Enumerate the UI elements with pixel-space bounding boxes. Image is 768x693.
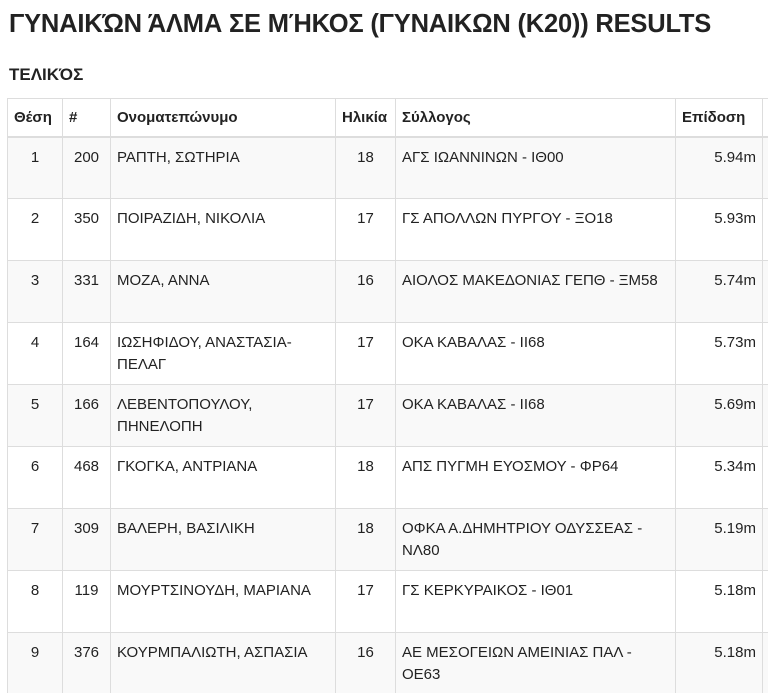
header-performance[interactable]: Επίδοση <box>676 99 763 137</box>
cell-performance: 5.18m <box>676 633 763 693</box>
cell-club: ΑΠΣ ΠΥΓΜΗ ΕΥΟΣΜΟΥ - ΦΡ64 <box>396 447 676 509</box>
cell-name: ΛΕΒΕΝΤΟΠΟΥΛΟΥ, ΠΗΝΕΛΟΠΗ <box>111 385 336 447</box>
header-extra <box>763 99 768 137</box>
cell-performance: 5.93m <box>676 199 763 261</box>
results-table <box>7 98 768 693</box>
table-row <box>8 571 768 633</box>
cell-extra <box>763 633 768 693</box>
cell-bib: 309 <box>63 509 111 571</box>
cell-performance: 5.19m <box>676 509 763 571</box>
cell-position: 2 <box>8 199 63 261</box>
cell-age: 17 <box>336 571 396 633</box>
cell-club: ΟΦΚΑ Α.ΔΗΜΗΤΡΙΟΥ ΟΔΥΣΣΕΑΣ - ΝΛ80 <box>396 509 676 571</box>
header-age[interactable]: Ηλικία <box>336 99 396 137</box>
cell-club: ΟΚΑ ΚΑΒΑΛΑΣ - ΙΙ68 <box>396 385 676 447</box>
cell-performance: 5.73m <box>676 323 763 385</box>
cell-bib: 331 <box>63 261 111 323</box>
cell-extra <box>763 509 768 571</box>
cell-age: 16 <box>336 633 396 693</box>
cell-extra <box>763 447 768 509</box>
cell-club: ΓΣ ΚΕΡΚΥΡΑΙΚΟΣ - ΙΘ01 <box>396 571 676 633</box>
cell-performance: 5.74m <box>676 261 763 323</box>
cell-bib: 350 <box>63 199 111 261</box>
cell-age: 18 <box>336 447 396 509</box>
cell-club: ΓΣ ΑΠΟΛΛΩΝ ΠΥΡΓΟΥ - ΞΟ18 <box>396 199 676 261</box>
table-row <box>8 261 768 323</box>
cell-name: ΡΑΠΤΗ, ΣΩΤΗΡΙΑ <box>111 137 336 199</box>
table-row <box>8 633 768 693</box>
cell-position: 3 <box>8 261 63 323</box>
cell-extra <box>763 199 768 261</box>
cell-extra <box>763 385 768 447</box>
cell-bib: 468 <box>63 447 111 509</box>
cell-performance: 5.34m <box>676 447 763 509</box>
cell-bib: 166 <box>63 385 111 447</box>
cell-extra <box>763 323 768 385</box>
cell-performance: 5.18m <box>676 571 763 633</box>
cell-name: ΜΟΥΡΤΣΙΝΟΥΔΗ, ΜΑΡΙΑΝΑ <box>111 571 336 633</box>
cell-club: ΑΙΟΛΟΣ ΜΑΚΕΔΟΝΙΑΣ ΓΕΠΘ - ΞΜ58 <box>396 261 676 323</box>
section-title: ΤΕΛΙΚΌΣ <box>9 65 84 84</box>
cell-position: 7 <box>8 509 63 571</box>
cell-club: ΑΓΣ ΙΩΑΝΝΙΝΩΝ - ΙΘ00 <box>396 137 676 199</box>
cell-name: ΒΑΛΕΡΗ, ΒΑΣΙΛΙΚΗ <box>111 509 336 571</box>
table-row <box>8 509 768 571</box>
header-bib[interactable]: # <box>63 99 111 137</box>
cell-name: ΚΟΥΡΜΠΑΛΙΩΤΗ, ΑΣΠΑΣΙΑ <box>111 633 336 693</box>
cell-age: 18 <box>336 137 396 199</box>
cell-bib: 376 <box>63 633 111 693</box>
cell-performance: 5.69m <box>676 385 763 447</box>
cell-age: 17 <box>336 385 396 447</box>
cell-position: 4 <box>8 323 63 385</box>
cell-club: ΑΕ ΜΕΣΟΓΕΙΩΝ ΑΜΕΙΝΙΑΣ ΠΑΛ - ΟΕ63 <box>396 633 676 693</box>
cell-bib: 164 <box>63 323 111 385</box>
cell-position: 6 <box>8 447 63 509</box>
cell-performance: 5.94m <box>676 137 763 199</box>
cell-bib: 119 <box>63 571 111 633</box>
page-title: ΓΥΝΑΙΚΏΝ ΆΛΜΑ ΣΕ ΜΉΚΟΣ (ΓΥΝΑΙΚΩΝ (Κ20)) RESULTS <box>9 10 712 38</box>
cell-position: 9 <box>8 633 63 693</box>
cell-club: ΟΚΑ ΚΑΒΑΛΑΣ - ΙΙ68 <box>396 323 676 385</box>
cell-position: 5 <box>8 385 63 447</box>
cell-age: 18 <box>336 509 396 571</box>
cell-extra <box>763 137 768 199</box>
cell-age: 17 <box>336 199 396 261</box>
cell-name: ΜΟΖΑ, ΑΝΝΑ <box>111 261 336 323</box>
header-position[interactable]: Θέση <box>8 99 63 137</box>
header-club[interactable]: Σύλλογος <box>396 99 676 137</box>
cell-name: ΓΚΟΓΚΑ, ΑΝΤΡΙΑΝΑ <box>111 447 336 509</box>
header-name[interactable]: Ονοματεπώνυμο <box>111 99 336 137</box>
cell-bib: 200 <box>63 137 111 199</box>
cell-age: 17 <box>336 323 396 385</box>
table-row <box>8 323 768 385</box>
table-row <box>8 137 768 199</box>
cell-name: ΠΟΙΡΑΖΙΔΗ, ΝΙΚΟΛΙΑ <box>111 199 336 261</box>
cell-position: 1 <box>8 137 63 199</box>
table-row <box>8 447 768 509</box>
cell-age: 16 <box>336 261 396 323</box>
cell-extra <box>763 571 768 633</box>
cell-name: ΙΩΣΗΦΙΔΟΥ, ΑΝΑΣΤΑΣΙΑ-ΠΕΛΑΓ <box>111 323 336 385</box>
table-row <box>8 199 768 261</box>
cell-position: 8 <box>8 571 63 633</box>
table-header-row <box>8 99 768 137</box>
table-row <box>8 385 768 447</box>
cell-extra <box>763 261 768 323</box>
